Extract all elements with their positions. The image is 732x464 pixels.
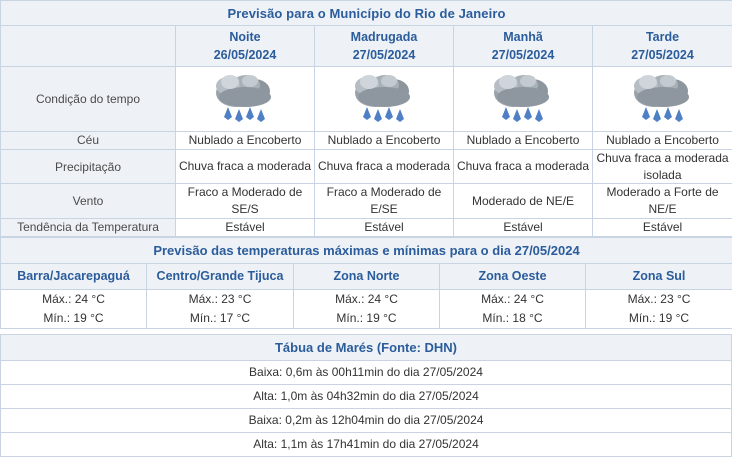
temp-max: Máx.: 23 °C: [188, 292, 252, 307]
trend-cell-madrugada: Estável: [315, 218, 454, 236]
trend-cell-noite: Estável: [176, 218, 315, 236]
temp-max: Máx.: 24 °C: [335, 292, 398, 307]
temperatures-title-row: [1, 237, 732, 263]
rain-cloud-icon: [176, 69, 314, 129]
region-header-zona-oeste: Zona Oeste: [440, 263, 586, 289]
region-header-centro: Centro/Grande Tijuca: [147, 263, 294, 289]
sky-cell-tarde: Nublado a Encoberto: [593, 132, 732, 150]
wind-cell-manha: Moderado de NE/E: [454, 184, 593, 219]
period-header-manha: [454, 26, 593, 67]
period-name: Madrugada: [350, 29, 418, 44]
tide-entry-4: Alta: 1,1m às 17h41min do dia 27/05/2024: [1, 432, 732, 456]
rain-cloud-icon: [315, 69, 453, 129]
temp-cell-zona-norte: [294, 289, 440, 328]
precipitation-row: [1, 149, 732, 184]
temp-cell-barra: [1, 289, 147, 328]
period-name: Noite: [229, 29, 261, 44]
period-header-tarde: [593, 26, 732, 67]
tides-title: Tábua de Marés (Fonte: DHN): [1, 334, 732, 360]
precipitation-cell-madrugada: Chuva fraca a moderada: [315, 149, 454, 184]
temperatures-title: Previsão das temperaturas máximas e mínimas para o dia 27/05/2024: [1, 237, 732, 263]
row-label-tendencia: Tendência da Temperatura: [1, 218, 176, 236]
trend-cell-tarde: Estável: [593, 218, 732, 236]
period-name: Tarde: [645, 29, 680, 44]
temp-min: Mín.: 19 °C: [336, 310, 397, 325]
region-header-barra: Barra/Jacarepaguá: [1, 263, 147, 289]
region-header-zona-sul: Zona Sul: [586, 263, 732, 289]
sky-row: [1, 132, 732, 150]
condition-row: [1, 67, 732, 132]
temp-max: Máx.: 24 °C: [481, 292, 544, 307]
period-date: 27/05/2024: [631, 48, 694, 62]
tides-title-row: [1, 334, 732, 360]
wind-cell-noite: Fraco a Moderado de SE/S: [176, 184, 315, 219]
sky-cell-noite: Nublado a Encoberto: [176, 132, 315, 150]
period-date: 26/05/2024: [213, 48, 277, 62]
condition-cell-manha: [454, 67, 593, 132]
rain-cloud-icon: [454, 69, 592, 129]
tide-row: [1, 432, 732, 456]
region-header-row: [1, 263, 732, 289]
tide-row: [1, 408, 732, 432]
temp-max: Máx.: 23 °C: [627, 292, 691, 307]
tide-row: [1, 384, 732, 408]
condition-cell-noite: [176, 67, 315, 132]
temp-min: Mín.: 17 °C: [189, 310, 251, 325]
tide-entry-2: Alta: 1,0m às 04h32min do dia 27/05/2024: [1, 384, 732, 408]
tide-entry-3: Baixa: 0,2m às 12h04min do dia 27/05/2024: [1, 408, 732, 432]
tide-row: [1, 360, 732, 384]
row-label-vento: Vento: [1, 184, 176, 219]
sky-cell-madrugada: Nublado a Encoberto: [315, 132, 454, 150]
period-date: 27/05/2024: [352, 48, 416, 62]
forecast-title-row: [1, 1, 732, 26]
sky-cell-manha: Nublado a Encoberto: [454, 132, 593, 150]
row-label-condicao: Condição do tempo: [1, 67, 176, 132]
period-date: 27/05/2024: [491, 48, 555, 62]
rain-cloud-icon: [593, 69, 732, 129]
wind-cell-madrugada: Fraco a Moderado de E/SE: [315, 184, 454, 219]
temp-cell-centro: [147, 289, 294, 328]
temperatures-table: [0, 237, 732, 329]
temp-max: Máx.: 24 °C: [42, 292, 105, 307]
period-header-blank: [1, 26, 176, 67]
precipitation-cell-manha: Chuva fraca a moderada: [454, 149, 593, 184]
region-values-row: [1, 289, 732, 328]
row-label-precipitacao: Precipitação: [1, 149, 176, 184]
wind-cell-tarde: Moderado a Forte de NE/E: [593, 184, 732, 219]
period-header-row: [1, 26, 732, 67]
temp-cell-zona-sul: [586, 289, 732, 328]
tides-table: [0, 334, 732, 457]
period-header-noite: [176, 26, 315, 67]
temp-cell-zona-oeste: [440, 289, 586, 328]
trend-cell-manha: Estável: [454, 218, 593, 236]
wind-row: [1, 184, 732, 219]
condition-cell-tarde: [593, 67, 732, 132]
precipitation-cell-tarde: Chuva fraca a moderada isolada: [593, 149, 732, 184]
tide-entry-1: Baixa: 0,6m às 00h11min do dia 27/05/2024: [1, 360, 732, 384]
region-header-zona-norte: Zona Norte: [294, 263, 440, 289]
period-header-madrugada: [315, 26, 454, 67]
precipitation-cell-noite: Chuva fraca a moderada: [176, 149, 315, 184]
temp-min: Mín.: 18 °C: [482, 310, 543, 325]
period-name: Manhã: [503, 29, 543, 44]
temp-min: Mín.: 19 °C: [43, 310, 104, 325]
temp-min: Mín.: 19 °C: [628, 310, 690, 325]
forecast-title: Previsão para o Município do Rio de Janeiro: [1, 1, 732, 26]
row-label-ceu: Céu: [1, 132, 176, 150]
condition-cell-madrugada: [315, 67, 454, 132]
temperature-trend-row: [1, 218, 732, 236]
